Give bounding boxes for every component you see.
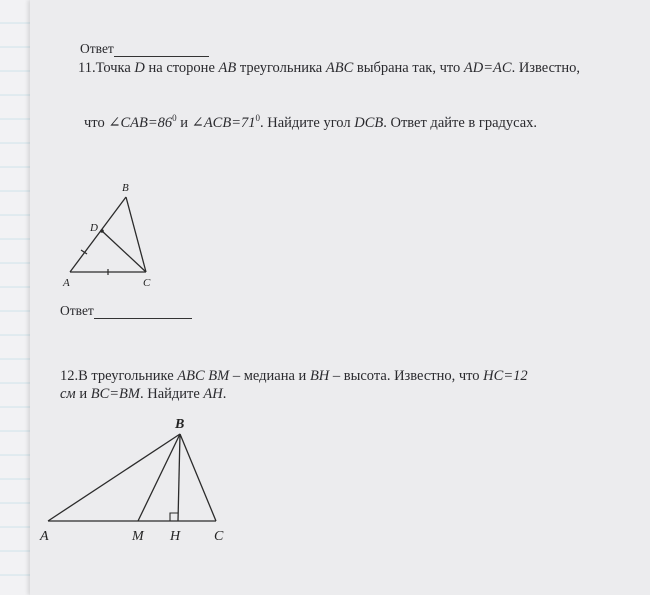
- median-BM: [138, 434, 180, 521]
- label-M: M: [132, 529, 144, 544]
- problem11-answer: [60, 303, 192, 319]
- side-AB: [70, 197, 126, 272]
- altitude-BH: [178, 434, 180, 521]
- side-AB: [48, 434, 180, 521]
- label-A: A: [40, 529, 49, 544]
- label-H: H: [170, 529, 181, 544]
- problem11-triangle-figure: [54, 180, 174, 300]
- top-answer-blank[interactable]: [114, 56, 209, 57]
- problem11-answer-label: Ответ: [60, 303, 94, 318]
- point-D: [100, 229, 104, 233]
- problem11-line1: 11.Точка D на стороне AB треугольника ABC выбрана так, что AD=AC. Известно,: [78, 60, 580, 76]
- label-C: C: [143, 277, 151, 289]
- label-C: C: [214, 529, 224, 544]
- problem12-line1: 12.В треугольнике ABC BM – медиана и BH – высота. Известно, что HC=12: [60, 368, 528, 384]
- label-B: B: [122, 182, 129, 194]
- problem12-triangle-figure: [40, 412, 260, 547]
- worksheet-page: [30, 0, 650, 595]
- right-angle-mark: [170, 513, 178, 521]
- label-B: B: [175, 417, 185, 432]
- problem11-line2: что $\angle CAB=86^0$ и $\angle ACB=71^0$. Найдите угол DCB. Ответ дайте в градусах.: [84, 113, 538, 131]
- segment-DC: [102, 231, 146, 272]
- side-BC: [180, 434, 216, 521]
- problem11-answer-blank[interactable]: [94, 318, 192, 319]
- problem12-line2: см и BC=BM. Найдите AH.: [60, 386, 227, 402]
- top-answer: [80, 41, 209, 57]
- label-D: D: [90, 222, 98, 234]
- side-BC: [126, 197, 146, 272]
- label-A: A: [63, 277, 70, 289]
- top-answer-label: Ответ: [80, 41, 114, 56]
